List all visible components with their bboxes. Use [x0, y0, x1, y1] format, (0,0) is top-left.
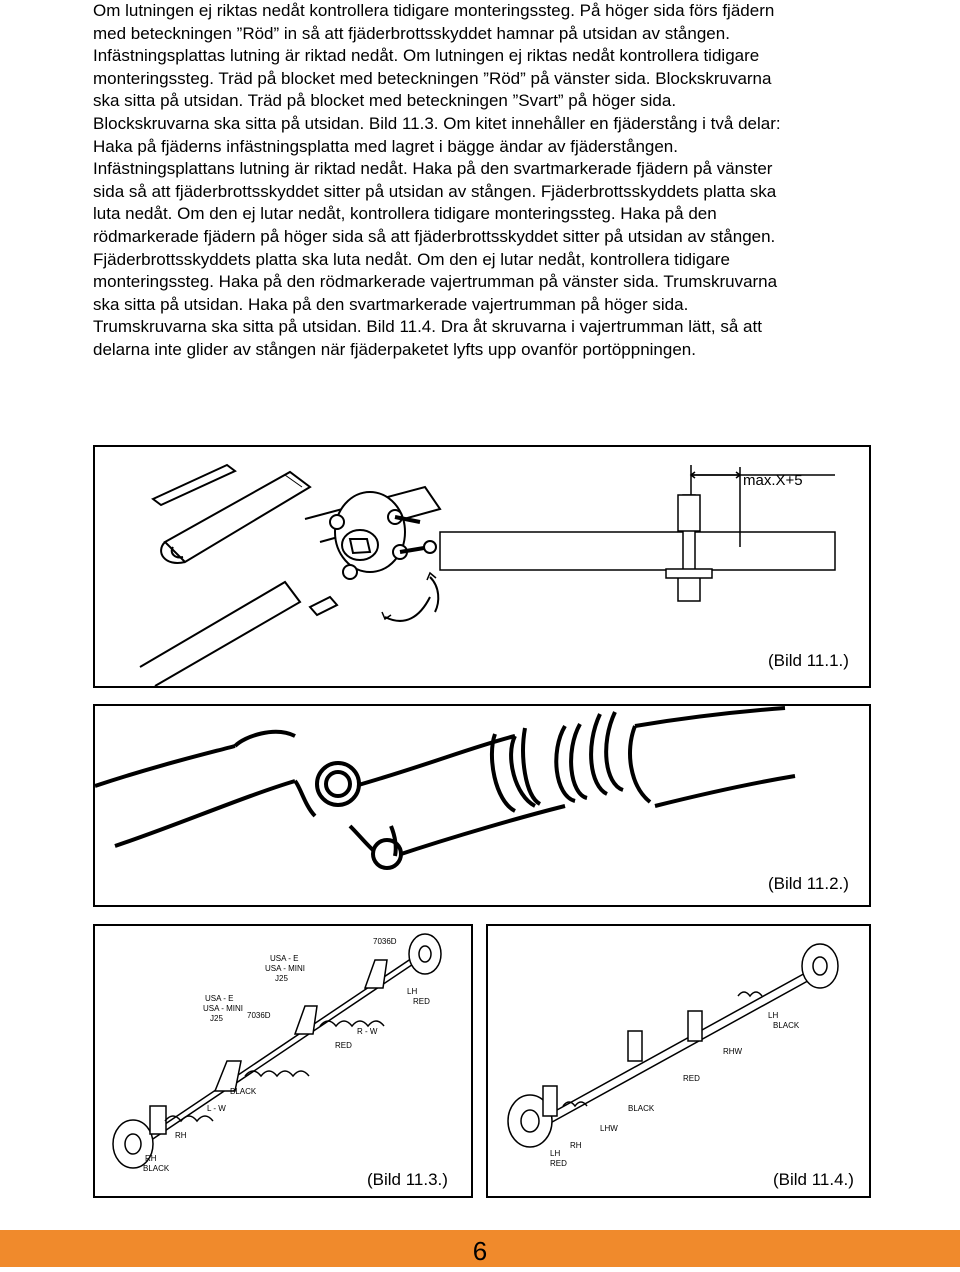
part-label: LH	[407, 987, 418, 996]
part-label: 7036D	[247, 1011, 271, 1020]
spring-shaft-with-collar-illustration	[95, 706, 869, 905]
part-label: LHW	[600, 1124, 618, 1133]
part-label: LH	[550, 1149, 561, 1158]
text-line: Infästningsplattans lutning är riktad nedåt. Haka på den svartmarkerade fjädern på vänster	[93, 159, 773, 179]
part-label: R - W	[357, 1027, 378, 1036]
part-label: USA - E	[270, 954, 299, 963]
figure-box-11-1	[93, 445, 871, 688]
figure-box-11-4	[486, 924, 871, 1198]
part-label: USA - MINI	[265, 964, 306, 973]
part-label: BLACK	[628, 1104, 655, 1113]
figure-box-11-3	[93, 924, 473, 1198]
exploded-spring-assembly-illustration	[95, 926, 471, 1196]
text-line: Om lutningen ej riktas nedåt kontrollera tidigare monteringssteg. På höger sida förs fjädern	[93, 1, 775, 20]
part-label: USA - MINI	[203, 1004, 244, 1013]
part-label: USA - E	[205, 994, 234, 1003]
part-label: RH	[175, 1131, 187, 1140]
figure-caption: (Bild 11.2.)	[768, 874, 849, 893]
part-label: LH	[768, 1011, 779, 1020]
part-label: J25	[275, 974, 288, 983]
text-line: Infästningsplattas lutning är riktad nedåt. Om lutningen ej riktas nedåt kontrollera tidigare	[93, 46, 760, 66]
figure-caption: (Bild 11.4.)	[773, 1170, 854, 1189]
part-label: RED	[335, 1041, 352, 1050]
page-footer	[0, 1230, 960, 1267]
text-line: monteringssteg. Träd på blocket med beteckningen ”Röd” på vänster sida. Blockskruvarna	[93, 68, 772, 88]
part-label: RH	[570, 1141, 582, 1150]
text-line: Trumskruvarna ska sitta på utsidan. Bild 11.4. Dra åt skruvarna i vajertrumman lätt, så att	[93, 317, 762, 337]
part-label: 7036D	[373, 937, 397, 946]
assembled-spring-shaft-illustration	[488, 926, 869, 1196]
text-line: luta nedåt. Om den ej lutar nedåt, kontrollera tidigare monteringssteg. Haka på den	[93, 204, 717, 224]
text-line: sida så att fjäderbrottsskyddet sitter på utsidan av stången. Fjäderbrottsskyddets platta ska	[93, 181, 777, 201]
text-line: Haka på fjäderns infästningsplatta med lagret i bägge ändar av fjäderstången.	[93, 136, 678, 156]
part-label: BLACK	[773, 1021, 800, 1030]
page-number: 6	[472, 1236, 488, 1266]
part-label: RED	[683, 1074, 700, 1083]
text-line: Fjäderbrottsskyddets platta ska luta nedåt. Om den ej lutar nedåt, kontrollera tidigare	[93, 249, 730, 269]
part-label: RH	[145, 1154, 157, 1163]
text-line: delarna inte glider av stången när fjäderpaketet lyfts upp ovanför portöppningen.	[93, 340, 696, 359]
dimension-label: max.X+5	[743, 472, 803, 489]
text-line: monteringssteg. Haka på den rödmarkerade vajertrumman på vänster sida. Trumskruvarna	[93, 272, 778, 292]
figure-caption: (Bild 11.1.)	[768, 651, 849, 670]
text-line: Blockskruvarna ska sitta på utsidan. Bild 11.3. Om kitet innehåller en fjäderstång i två delar:	[93, 114, 781, 133]
part-label: RED	[413, 997, 430, 1006]
part-label: RHW	[723, 1047, 743, 1056]
figure-box-11-2	[93, 704, 871, 907]
text-line: ska sitta på utsidan. Träd på blocket med beteckningen ”Svart” på höger sida.	[93, 91, 677, 111]
part-label: RED	[550, 1159, 567, 1168]
part-label: J25	[210, 1014, 223, 1023]
text-line: med beteckningen ”Röd” in så att fjäderbrottsskyddet hamnar på utsidan av stången.	[93, 23, 730, 43]
part-label: L - W	[207, 1104, 226, 1113]
text-line: ska sitta på utsidan. Haka på den svartmarkerade vajertrumman på höger sida.	[93, 294, 689, 314]
figure-caption: (Bild 11.3.)	[367, 1170, 448, 1189]
part-label: BLACK	[143, 1164, 170, 1173]
part-label: BLACK	[230, 1087, 257, 1096]
spring-shaft-coupling-illustration	[95, 447, 869, 686]
text-line: rödmarkerade fjädern på höger sida så att fjäderbrottsskyddet sitter på utsidan av stången.	[93, 227, 776, 246]
